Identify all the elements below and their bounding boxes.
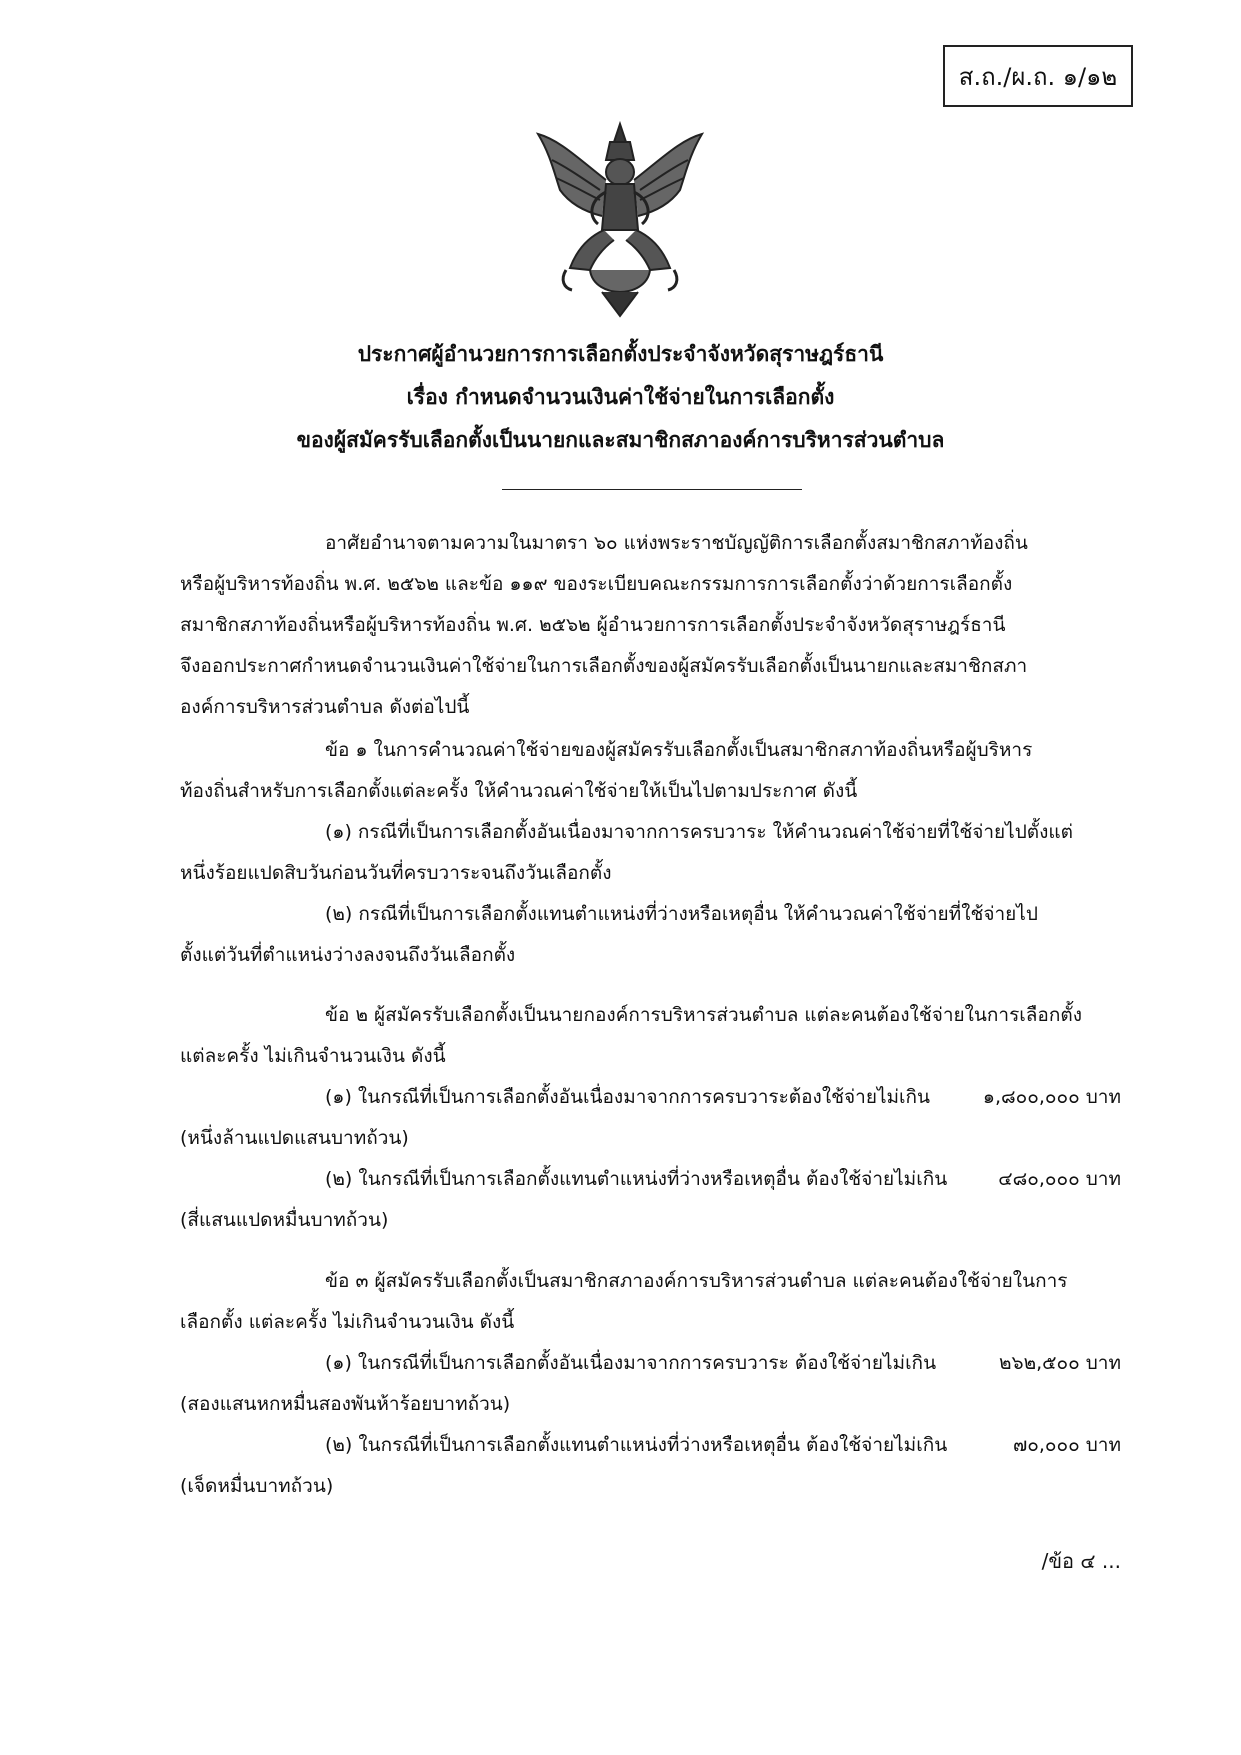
form-code: ส.ถ./ผ.ถ. ๑/๑๒ (958, 62, 1118, 91)
clause2-item2-words: (สี่แสนแปดหมื่นบาทถ้วน) (180, 1209, 389, 1231)
title-line-3: ของผู้สมัครรับเลือกตั้งเป็นนายกและสมาชิกสภาองค์การบริหารส่วนตำบล (296, 428, 945, 452)
preamble-line: สมาชิกสภาท้องถิ่นหรือผู้บริหารท้องถิ่น พ.ศ. ๒๕๖๒ ผู้อำนวยการการเลือกตั้งประจำจังหวัดสุราษฎร์ธานี (180, 614, 1006, 636)
clause2-item1-amount: ๑,๘๐๐,๐๐๐ บาท (982, 1086, 1121, 1108)
garuda-emblem-icon (530, 120, 710, 320)
continuation-marker: /ข้อ ๔ ... (1041, 1549, 1121, 1573)
title-divider (502, 489, 802, 490)
preamble-line: หรือผู้บริหารท้องถิ่น พ.ศ. ๒๕๖๒ และข้อ ๑๑๙ ของระเบียบคณะกรรมการการเลือกตั้งว่าด้วยการเลือกตั้ง (180, 573, 1013, 595)
clause3-line: เลือกตั้ง แต่ละครั้ง ไม่เกินจำนวนเงิน ดังนี้ (180, 1311, 515, 1333)
preamble-line: จึงออกประกาศกำหนดจำนวนเงินค่าใช้จ่ายในการเลือกตั้งของผู้สมัครรับเลือกตั้งเป็นนายกและสมาชิกสภา (180, 655, 1028, 677)
clause3-item1-text: (๑) ในกรณีที่เป็นการเลือกตั้งอันเนื่องมาจากการครบวาระ ต้องใช้จ่ายไม่เกิน (325, 1352, 937, 1374)
clause3-item2-amount: ๗๐,๐๐๐ บาท (1012, 1434, 1121, 1456)
form-code-box (943, 45, 1133, 107)
clause1-line: (๒) กรณีที่เป็นการเลือกตั้งแทนตำแหน่งที่ว่างหรือเหตุอื่น ให้คำนวณค่าใช้จ่ายที่ใช้จ่ายไป (325, 903, 1038, 925)
clause2-item1-text: (๑) ในกรณีที่เป็นการเลือกตั้งอันเนื่องมาจากการครบวาระต้องใช้จ่ายไม่เกิน (325, 1086, 931, 1108)
title-line-1: ประกาศผู้อำนวยการการเลือกตั้งประจำจังหวัดสุราษฎร์ธานี (357, 342, 884, 366)
clause3-item2-words: (เจ็ดหมื่นบาทถ้วน) (180, 1475, 334, 1497)
clause1-line: (๑) กรณีที่เป็นการเลือกตั้งอันเนื่องมาจากการครบวาระ ให้คำนวณค่าใช้จ่ายที่ใช้จ่ายไปตั้งแต่ (325, 821, 1073, 843)
preamble-line: องค์การบริหารส่วนตำบล ดังต่อไปนี้ (180, 696, 470, 718)
clause2-item1-words: (หนึ่งล้านแปดแสนบาทถ้วน) (180, 1127, 409, 1149)
clause1-line: ข้อ ๑ ในการคำนวณค่าใช้จ่ายของผู้สมัครรับเลือกตั้งเป็นสมาชิกสภาท้องถิ่นหรือผู้บริหาร (325, 739, 1033, 761)
preamble-line: อาศัยอำนาจตามความในมาตรา ๖๐ แห่งพระราชบัญญัติการเลือกตั้งสมาชิกสภาท้องถิ่น (325, 532, 1028, 554)
clause3-item1-words: (สองแสนหกหมื่นสองพันห้าร้อยบาทถ้วน) (180, 1393, 511, 1415)
clause1-line: หนึ่งร้อยแปดสิบวันก่อนวันที่ครบวาระจนถึงวันเลือกตั้ง (180, 862, 612, 884)
clause3-item1-amount: ๒๖๒,๕๐๐ บาท (998, 1352, 1121, 1374)
clause2-line: แต่ละครั้ง ไม่เกินจำนวนเงิน ดังนี้ (180, 1045, 446, 1067)
clause1-line: ท้องถิ่นสำหรับการเลือกตั้งแต่ละครั้ง ให้คำนวณค่าใช้จ่ายให้เป็นไปตามประกาศ ดังนี้ (180, 780, 858, 802)
clause3-item2-text: (๒) ในกรณีที่เป็นการเลือกตั้งแทนตำแหน่งที่ว่างหรือเหตุอื่น ต้องใช้จ่ายไม่เกิน (325, 1434, 948, 1456)
clause3-line: ข้อ ๓ ผู้สมัครรับเลือกตั้งเป็นสมาชิกสภาองค์การบริหารส่วนตำบล แต่ละคนต้องใช้จ่ายในการ (325, 1270, 1068, 1292)
clause2-item2-amount: ๔๘๐,๐๐๐ บาท (998, 1168, 1121, 1190)
title-line-2: เรื่อง กำหนดจำนวนเงินค่าใช้จ่ายในการเลือกตั้ง (406, 385, 835, 409)
clause2-line: ข้อ ๒ ผู้สมัครรับเลือกตั้งเป็นนายกองค์การบริหารส่วนตำบล แต่ละคนต้องใช้จ่ายในการเลือกตั้ง (325, 1004, 1082, 1026)
clause2-item2-text: (๒) ในกรณีที่เป็นการเลือกตั้งแทนตำแหน่งที่ว่างหรือเหตุอื่น ต้องใช้จ่ายไม่เกิน (325, 1168, 948, 1190)
clause1-line: ตั้งแต่วันที่ตำแหน่งว่างลงจนถึงวันเลือกตั้ง (180, 944, 516, 966)
